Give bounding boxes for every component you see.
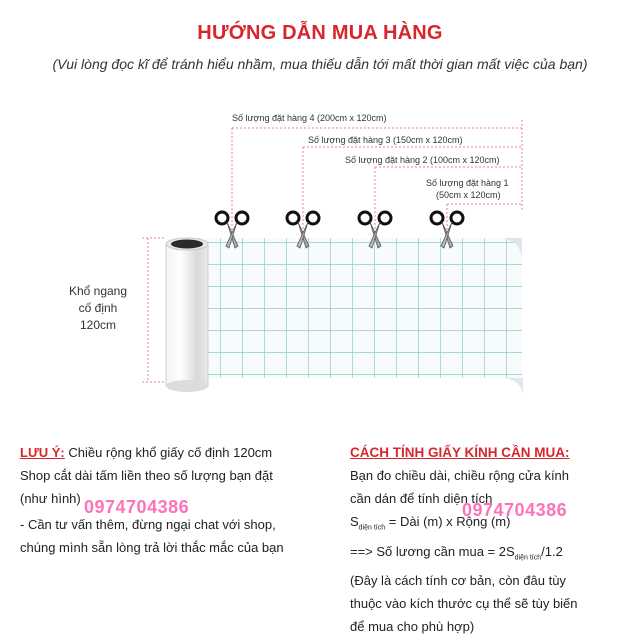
page-title: HƯỚNG DẪN MUA HÀNG [197, 22, 443, 44]
page-subtitle: (Vui lòng đọc kĩ để tránh hiểu nhầm, mua thiếu dẫn tới mất thời gian mất việc của bạn) [52, 56, 588, 72]
quantity-formula: ==> Số lương cần mua = $2S_{diện tích}/1.2$ [350, 543, 563, 562]
paper-sheet [192, 238, 523, 395]
order-label-4: Số lượng đặt hàng 4 (200cm x 120cm) [232, 113, 387, 123]
fixed-width-label: Khổ ngang cố định 120cm [68, 284, 128, 332]
order-label-3: Số lượng đặt hàng 3 (150cm x 120cm) [308, 135, 463, 145]
calc-block: CÁCH TÍNH GIẤY KÍNH CẦN MUA: Bạn đo chiều dài, chiều rộng cửa kính cần dán để tính diện tích $S_{diện tích}$ = Dài (m) x Rộng (m) ==> Số lương cần mua = $2S_{diện tích}/1.2$ (Đây là cách tính cơ bản, còn đâu tùy thuộc vào kích thước cụ thể sẽ tùy biến để mua cho phù hợp) [350, 441, 635, 638]
paper-roll [166, 238, 208, 392]
phone-watermark-left: 0974704386 [84, 497, 190, 517]
note-heading: LƯU Ý: [20, 445, 65, 460]
area-formula: $S_{diện tích}$ = Dài (m) x Rộng (m) [350, 514, 511, 532]
width-indicator [142, 238, 166, 382]
order-label-1-size: (50cm x 120cm) [436, 190, 501, 200]
note-block: LƯU Ý: Chiều rộng khổ giấy cố định 120cm Shop cắt dài tấm liền theo số lượng bạn đặt (như hình) - Cần tư vấn thêm, đừng ngại chat với shop, chúng mình sẵn lòng trả lời thắc mắc của bạn [20, 445, 284, 555]
phone-watermark-right: 0974704386 [462, 500, 568, 520]
order-label-1: Số lượng đặt hàng 1 [426, 178, 509, 188]
calc-heading: CÁCH TÍNH GIẤY KÍNH CẦN MUA: [350, 445, 570, 460]
order-label-2: Số lượng đặt hàng 2 (100cm x 120cm) [345, 155, 500, 165]
